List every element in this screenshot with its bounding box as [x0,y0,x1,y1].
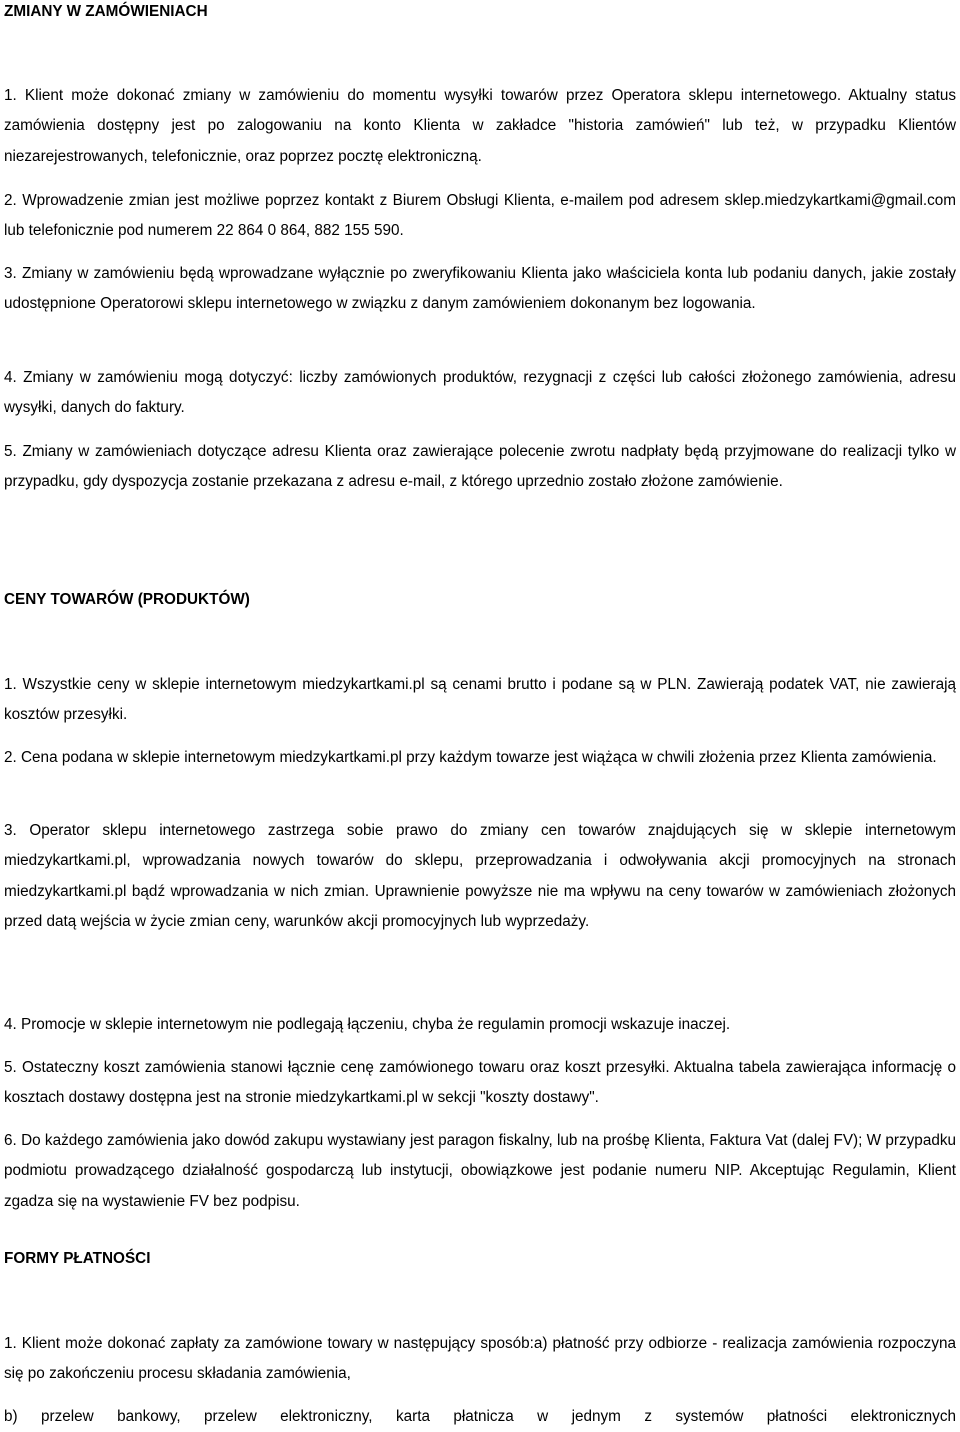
paragraph-ceny-2: 2. Cena podana w sklepie internetowym miedzykartkami.pl przy każdym towarze jest wiążąca w chwili złożenia przez Klienta zamówienia. [4,749,937,766]
paragraph-ceny-3: 3. Operator sklepu internetowego zastrzega sobie prawo do zmiany cen towarów znajdujących się w sklepie internetowym miedzykartkami.pl, wprowadzania nowych towarów do sklepu, przeprowadzania i odwoływania akcji promocyjnych na stronach miedzykartkami.pl bądź wprowadzania w nich zmian. Uprawnienie powyższe nie ma wpływu na ceny towarów w zamówieniach złożonych przed datą wejścia w życie zmian ceny, warunków akcji promocyjnych lub wyprzedaży. [4,822,956,930]
paragraph-zmiany-3: 3. Zmiany w zamówieniu będą wprowadzane wyłącznie po zweryfikowaniu Klienta jako właściciela konta lub podaniu danych, jakie zostały udostępnione Operatorowi sklepu internetowego w związku z danym zamówieniem dokonanym bez logowania. [4,265,956,313]
paragraph-zmiany-1: 1. Klient może dokonać zmiany w zamówieniu do momentu wysyłki towarów przez Operatora sklepu internetowego. Aktualny status zamówienia dostępny jest po zalogowaniu na konto Klienta w zakładce "historia zamówień" lub też, w przypadku Klientów niezarejestrowanych, telefonicznie, oraz poprzez pocztę elektroniczną. [4,87,956,165]
paragraph-formy-2: b) przelew bankowy, przelew elektroniczny, karta płatnicza w jednym z systemów płatności elektronicznych [4,1408,956,1425]
paragraph-zmiany-5: 5. Zmiany w zamówieniach dotyczące adresu Klienta oraz zawierające polecenie zwrotu nadpłaty będą przyjmowane do realizacji tylko w przypadku, gdy dyspozycja zostanie przekazana z adresu e-mail, z którego uprzednio zostało złożone zamówienie. [4,443,956,491]
heading-formy-platnosci: FORMY PŁATNOŚCI [4,1250,151,1267]
paragraph-zmiany-2: 2. Wprowadzenie zmian jest możliwe poprzez kontakt z Biurem Obsługi Klienta, e-mailem pod adresem sklep.miedzykartkami@gmail.com lub telefonicznie pod numerem 22 864 0 864, 882 155 590. [4,192,956,240]
paragraph-ceny-6: 6. Do każdego zamówienia jako dowód zakupu wystawiany jest paragon fiskalny, lub na prośbę Klienta, Faktura Vat (dalej FV); W przypadku podmiotu prowadzącego działalność gospodarczą lub instytucji, obowiązkowe jest podanie numeru NIP. Akceptując Regulamin, Klient zgadza się na wystawienie FV bez podpisu. [4,1132,956,1210]
heading-zmiany: ZMIANY W ZAMÓWIENIACH [4,3,208,20]
paragraph-formy-1: 1. Klient może dokonać zapłaty za zamówione towary w następujący sposób:a) płatność przy odbiorze - realizacja zamówienia rozpoczyna się po zakończeniu procesu składania zamówienia, [4,1335,956,1383]
paragraph-ceny-5: 5. Ostateczny koszt zamówienia stanowi łącznie cenę zamówionego towaru oraz koszt przesyłki. Aktualna tabela zawierająca informację o kosztach dostawy dostępna jest na stronie miedzykartkami.pl w sekcji "koszty dostawy". [4,1059,956,1107]
paragraph-zmiany-4: 4. Zmiany w zamówieniu mogą dotyczyć: liczby zamówionych produktów, rezygnacji z części lub całości złożonego zamówienia, adresu wysyłki, danych do faktury. [4,369,956,417]
paragraph-ceny-4: 4. Promocje w sklepie internetowym nie podlegają łączeniu, chyba że regulamin promocji wskazuje inaczej. [4,1016,731,1033]
heading-ceny: CENY TOWARÓW (PRODUKTÓW) [4,591,250,608]
paragraph-ceny-1: 1. Wszystkie ceny w sklepie internetowym miedzykartkami.pl są cenami brutto i podane są w PLN. Zawierają podatek VAT, nie zawierają kosztów przesyłki. [4,676,956,724]
